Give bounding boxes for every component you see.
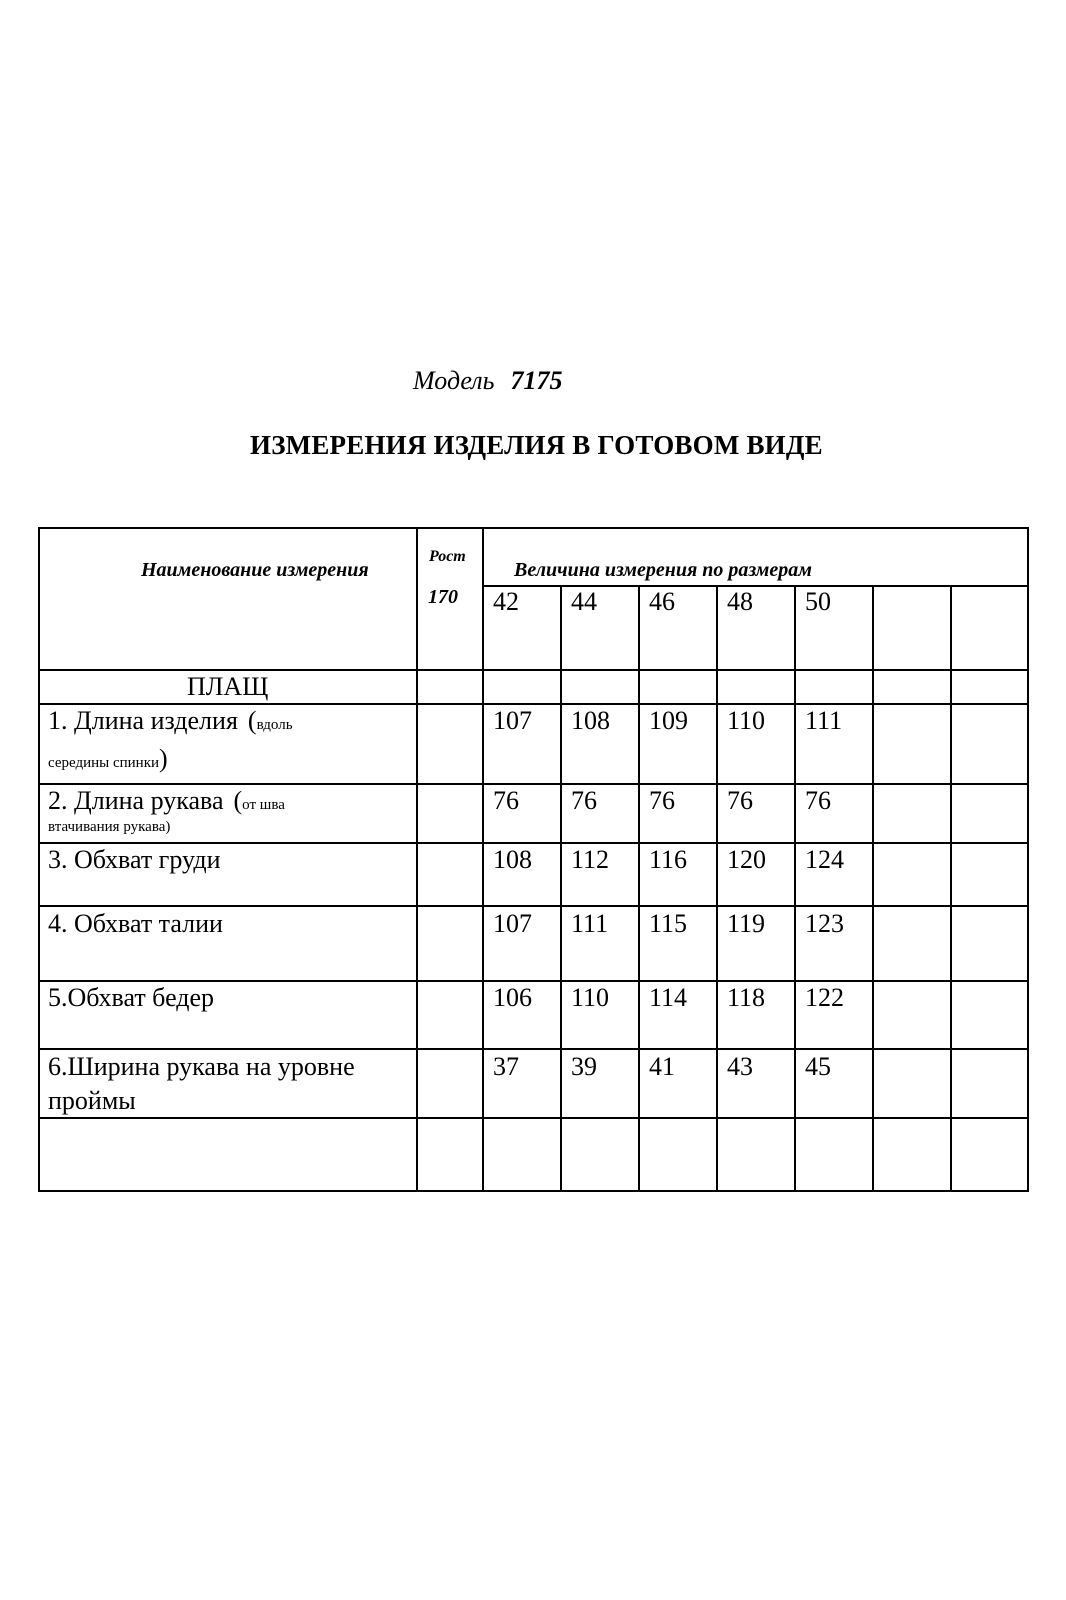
table-cell: 76 [727, 786, 753, 815]
table-cell: 43 [727, 1052, 753, 1081]
table-cell: 41 [649, 1052, 675, 1081]
row-note-open: ( [247, 706, 257, 735]
table-cell: 114 [649, 983, 688, 1012]
col-line [638, 585, 640, 1192]
table-cell: 106 [493, 983, 532, 1012]
row-line [38, 905, 1029, 907]
table-border-right [1027, 527, 1029, 1192]
table-cell: 115 [649, 909, 688, 938]
table-cell: 120 [727, 845, 766, 874]
table-cell: 76 [493, 786, 519, 815]
table-cell: 123 [805, 909, 844, 938]
model-label: Модель [413, 366, 495, 395]
row-line [38, 1117, 1029, 1119]
size-header-46: 46 [649, 587, 675, 616]
model-title [413, 366, 562, 396]
row-label [48, 788, 285, 814]
table-cell: 111 [805, 706, 843, 735]
table-cell: 118 [727, 983, 766, 1012]
sizes-header: Величина измерения по размерам [514, 559, 812, 581]
table-cell: 112 [571, 845, 610, 874]
table-cell: 76 [649, 786, 675, 815]
table-cell: 39 [571, 1052, 597, 1081]
row-label-text: 5.Обхват бедер [48, 983, 215, 1012]
measurement-table [38, 527, 1029, 1192]
table-cell: 124 [805, 845, 844, 874]
size-header-50: 50 [805, 587, 831, 616]
table-cell: 122 [805, 983, 844, 1012]
size-header-48: 48 [727, 587, 753, 616]
table-cell: 107 [493, 909, 532, 938]
row-label-text: проймы [48, 1086, 136, 1115]
size-header-42: 42 [493, 587, 519, 616]
col-line [794, 585, 796, 1192]
table-border-top [38, 527, 1029, 529]
col-line [416, 527, 418, 1192]
table-cell: 37 [493, 1052, 519, 1081]
row-line [38, 842, 1029, 844]
row-note-open: ( [233, 786, 243, 815]
table-cell: 108 [571, 706, 610, 735]
section-title: ПЛАЩ [187, 672, 269, 701]
table-cell: 116 [649, 845, 688, 874]
row-label-text: 3. Обхват груди [48, 845, 221, 874]
row-note-line [48, 746, 168, 772]
row-label-text: 2. Длина рукава [48, 786, 224, 815]
row-line [38, 980, 1029, 982]
col-name-header: Наименование измерения [141, 559, 369, 581]
model-number: 7175 [510, 366, 563, 395]
row-line [38, 1048, 1029, 1050]
row-note-close: ) [159, 744, 168, 773]
col-line [482, 527, 484, 1192]
document-title: ИЗМЕРЕНИЯ ИЗДЕЛИЯ В ГОТОВОМ ВИДЕ [250, 430, 823, 460]
row-line [38, 783, 1029, 785]
height-value: 170 [428, 586, 458, 608]
table-cell: 110 [571, 983, 610, 1012]
row-note: втачивания рукава) [48, 819, 171, 835]
row-note: середины спинки [48, 755, 160, 771]
col-line [872, 585, 874, 1192]
size-header-44: 44 [571, 587, 597, 616]
height-header: Рост [429, 548, 466, 565]
table-cell: 119 [727, 909, 766, 938]
table-cell: 108 [493, 845, 532, 874]
table-cell: 76 [805, 786, 831, 815]
table-border-bottom [38, 1190, 1029, 1192]
table-cell: 110 [727, 706, 766, 735]
row-label-text: 4. Обхват талии [48, 909, 223, 938]
row-note: вдоль [256, 717, 293, 733]
row-label-text: 6.Ширина рукава на уровне [48, 1052, 355, 1081]
table-cell: 109 [649, 706, 688, 735]
col-line [716, 585, 718, 1192]
table-cell: 111 [571, 909, 609, 938]
table-cell: 76 [571, 786, 597, 815]
table-cell: 107 [493, 706, 532, 735]
col-line [560, 585, 562, 1192]
sizes-header-underline [482, 585, 1029, 587]
table-border-left [38, 527, 40, 1192]
row-line [38, 669, 1029, 671]
row-line [38, 703, 1029, 705]
row-label [48, 708, 293, 734]
row-note: от шва [242, 797, 285, 813]
table-cell: 45 [805, 1052, 831, 1081]
row-label-text: 1. Длина изделия [48, 706, 238, 735]
col-line [950, 585, 952, 1192]
